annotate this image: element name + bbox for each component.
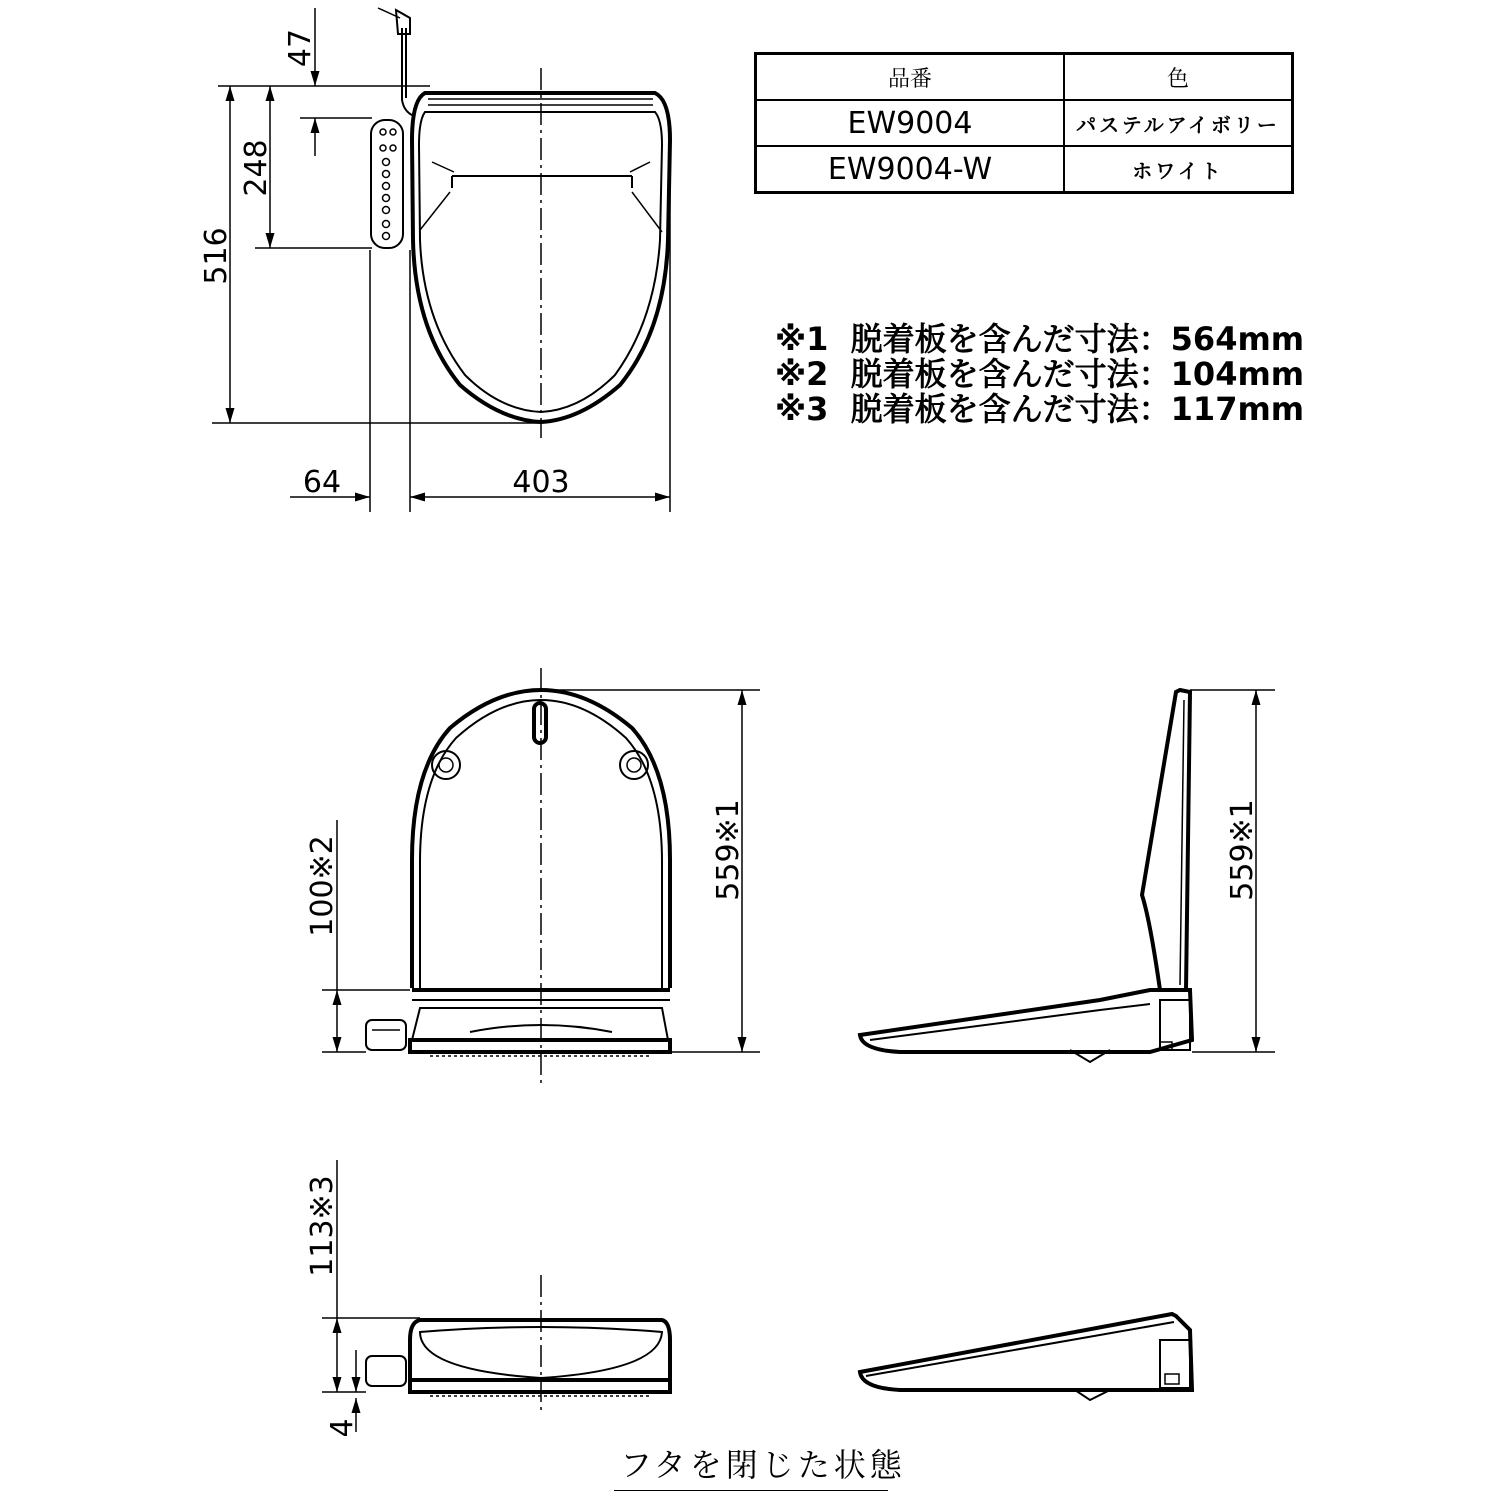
- table-cell-code: EW9004: [756, 100, 1065, 146]
- table-cell-code: EW9004-W: [756, 146, 1065, 193]
- top-view: [199, 8, 670, 512]
- front-view-open: [305, 668, 760, 1085]
- control-buttons: [380, 129, 396, 240]
- dim-64: 64: [302, 465, 342, 500]
- table-header-code: 品番: [756, 54, 1065, 101]
- caption-underline: [614, 1490, 888, 1491]
- control-panel: [371, 120, 403, 248]
- power-cord: [402, 28, 414, 116]
- lid-handle: [534, 703, 546, 743]
- note-1: ※1 脱着板を含んだ寸法：564mm: [775, 320, 1305, 358]
- dim-516: 516: [199, 227, 234, 285]
- dimension-notes: [775, 322, 1304, 427]
- note-3: ※3 脱着板を含んだ寸法：117mm: [775, 390, 1305, 428]
- side-seat: [860, 990, 1192, 1052]
- dim-47: 47: [283, 28, 318, 68]
- dim-113-note3: 113※3: [305, 1175, 340, 1277]
- dim-559-note1-front: 559※1: [711, 799, 746, 901]
- model-color-table: [754, 52, 1294, 194]
- closed-control-knob: [366, 1356, 406, 1386]
- closed-state-caption: フタを閉じた状態: [620, 1446, 906, 1484]
- side-view-open: [860, 690, 1275, 1062]
- front-view-closed: [305, 1160, 670, 1438]
- front-control-knob: [366, 1020, 406, 1050]
- side-view-closed: [860, 1314, 1192, 1400]
- table-cell-color: ホワイト: [1064, 146, 1293, 193]
- note-2: ※2 脱着板を含んだ寸法：104mm: [775, 355, 1305, 393]
- dim-403: 403: [512, 465, 570, 500]
- lid-outline: [412, 690, 670, 988]
- table-header-color: 色: [1064, 54, 1293, 101]
- dim-248: 248: [239, 139, 274, 197]
- dim-4: 4: [325, 1418, 360, 1438]
- table-cell-color: パステルアイボリー: [1064, 100, 1293, 146]
- dim-559-note1-side: 559※1: [1225, 799, 1260, 901]
- dim-100-note2: 100※2: [305, 835, 340, 937]
